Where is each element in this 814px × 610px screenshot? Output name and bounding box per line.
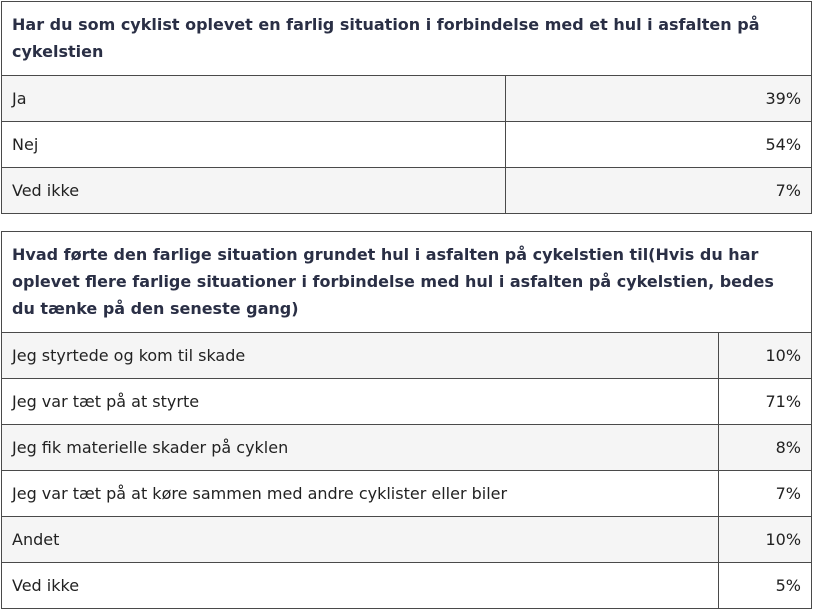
answer-label: Ja <box>2 76 506 122</box>
answer-percentage: 10% <box>719 333 812 379</box>
table-row <box>2 563 812 609</box>
answer-label: Jeg fik materielle skader på cyklen <box>2 425 719 471</box>
answer-label: Jeg var tæt på at styrte <box>2 379 719 425</box>
survey-table-consequence <box>1 231 812 609</box>
answer-percentage: 7% <box>506 168 812 214</box>
answer-label: Ved ikke <box>2 168 506 214</box>
table-row <box>2 471 812 517</box>
answer-label: Andet <box>2 517 719 563</box>
table-row <box>2 333 812 379</box>
table-row <box>2 517 812 563</box>
table-row <box>2 168 812 214</box>
table-row <box>2 425 812 471</box>
table-row <box>2 76 812 122</box>
answer-label: Jeg var tæt på at køre sammen med andre cyklister eller biler <box>2 471 719 517</box>
answer-percentage: 5% <box>719 563 812 609</box>
answer-percentage: 8% <box>719 425 812 471</box>
answer-label: Nej <box>2 122 506 168</box>
table-row <box>2 122 812 168</box>
question-heading: Hvad førte den farlige situation grundet hul i asfalten på cykelstien til(Hvis du har oplevet flere farlige situationer i forbindelse med hul i asfalten på cykelstien, bedes du tænke på den seneste gang) <box>2 232 812 333</box>
answer-percentage: 39% <box>506 76 812 122</box>
answer-percentage: 10% <box>719 517 812 563</box>
answer-label: Jeg styrtede og kom til skade <box>2 333 719 379</box>
survey-table-dangerous-situation <box>1 1 812 214</box>
answer-percentage: 7% <box>719 471 812 517</box>
question-heading: Har du som cyklist oplevet en farlig situation i forbindelse med et hul i asfalten på cykelstien <box>2 2 812 76</box>
table-row <box>2 379 812 425</box>
answer-label: Ved ikke <box>2 563 719 609</box>
answer-percentage: 71% <box>719 379 812 425</box>
answer-percentage: 54% <box>506 122 812 168</box>
